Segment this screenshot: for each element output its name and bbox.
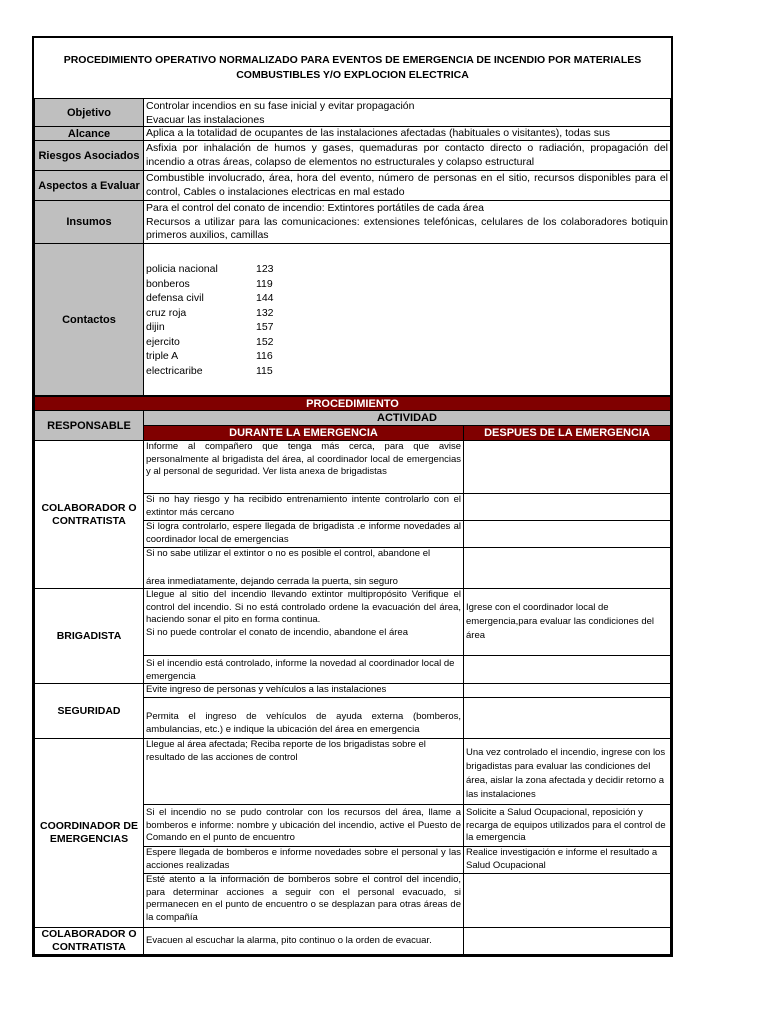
role-seguridad: SEGURIDAD — [34, 683, 144, 739]
contact-number: 152 — [256, 335, 274, 348]
durante-cell: Evacuen al escuchar la alarma, pito continuo o la orden de evacuar. — [143, 927, 464, 955]
durante-line: Llegue al sitio del incendio llevando extintor multipropósito Verifique el control del incendio. Si no está controlado ordene la evacuación del área, haciendo sonar el pito en forma continua. — [146, 589, 461, 625]
durante-cell: Si logra controlarlo, espere llegada de brigadista .e informe novedades al coordinador local de emergencias — [143, 520, 464, 548]
despues-header: DESPUES DE LA EMERGENCIA — [463, 425, 671, 441]
objetivo-line: Controlar incendios en su fase inicial y evitar propagación — [146, 100, 415, 112]
contactos-label: Contactos — [34, 243, 144, 396]
insumos-label: Insumos — [34, 200, 144, 244]
contact-name: bonberos — [146, 277, 190, 290]
role-coordinador: COORDINADOR DE EMERGENCIAS — [34, 738, 144, 928]
durante-line: área inmediatamente, dejando cerrada la puerta, sin seguro — [146, 575, 398, 587]
durante-cell: Si el incendio está controlado, informe la novedad al coordinador local de emergencia — [143, 655, 464, 684]
contact-row — [146, 291, 668, 306]
contact-name: triple A — [146, 350, 179, 362]
objetivo-value — [143, 98, 671, 127]
role-colaborador-final: COLABORADOR O CONTRATISTA — [34, 927, 144, 955]
riesgos-label: Riesgos Asociados — [34, 140, 144, 171]
despues-cell: Una vez controlado el incendio, ingrese con los brigadistas para evaluar las condiciones del área, aislar la zona afectada y decidir retorno a las instalaciones — [463, 738, 671, 805]
contact-row — [146, 320, 668, 335]
despues-cell — [463, 520, 671, 548]
contact-name: cruz roja — [146, 306, 187, 319]
contact-name: defensa civil — [146, 292, 204, 304]
durante-cell: Permita el ingreso de vehículos de ayuda externa (bomberos, ambulancias, etc.) e indique la ubicación del área en emergencia — [143, 697, 464, 739]
contact-row — [146, 277, 668, 292]
durante-cell — [143, 588, 464, 656]
despues-cell — [463, 547, 671, 589]
despues-cell — [463, 683, 671, 698]
alcance-label: Alcance — [34, 126, 144, 141]
objetivo-line: Evacuar las instalaciones — [146, 113, 265, 126]
contact-name: dijin — [146, 321, 165, 333]
document-title: PROCEDIMIENTO OPERATIVO NORMALIZADO PARA EVENTOS DE EMERGENCIA DE INCENDIO POR MATERIALES COMBUSTIBLES Y/O EXPLOCION ELECTRICA — [63, 54, 642, 81]
responsable-header: RESPONSABLE — [34, 410, 144, 441]
durante-cell: Si no hay riesgo y ha recibido entrenamiento intente controlarlo con el extintor más cercano — [143, 493, 464, 521]
despues-cell — [463, 873, 671, 928]
contactos-list — [143, 243, 671, 396]
contact-row — [146, 349, 668, 364]
durante-header: DURANTE LA EMERGENCIA — [143, 425, 464, 441]
contact-number: 123 — [256, 263, 274, 275]
insumos-line: Recursos a utilizar para las comunicaciones: extensiones telefónicas, celulares de los colaboradores botiquin primeros auxilios, camillas — [146, 215, 668, 241]
contact-row — [146, 262, 668, 277]
contact-number: 116 — [256, 350, 273, 362]
role-brigadista: BRIGADISTA — [34, 588, 144, 684]
durante-cell: Informe al compañero que tenga más cerca, para que avise personalmente al brigadista del área, al coordinador local de emergencias y al personal de seguridad. Ver lista anexa de brigadistas — [143, 440, 464, 494]
contact-number: 132 — [256, 306, 274, 319]
despues-cell: Realice investigación e informe el resultado a Salud Ocupacional — [463, 846, 671, 874]
insumos-line: Para el control del conato de incendio: Extintores portátiles de cada área — [146, 202, 484, 214]
contact-number: 144 — [256, 292, 274, 304]
contact-name: electricaribe — [146, 364, 203, 377]
contact-row — [146, 335, 668, 350]
procedimiento-header: PROCEDIMIENTO — [34, 396, 671, 411]
aspectos-value: Combustible involucrado, área, hora del evento, número de personas en el sitio, recursos disponibles para el control, Cables o instalaciones electricas en mal estado — [143, 170, 671, 201]
despues-cell: Igrese con el coordinador local de emergencia,para evaluar las condiciones del área — [463, 588, 671, 656]
despues-cell — [463, 927, 671, 955]
despues-cell: Solicite a Salud Ocupacional, reposición y recarga de equipos utilizados para el control de la emergencia — [463, 804, 671, 847]
aspectos-label: Aspectos a Evaluar — [34, 170, 144, 201]
contact-row — [146, 364, 668, 379]
procedure-document — [32, 36, 673, 957]
durante-cell: Esté atento a la información de bomberos sobre el control del incendio, para determinar acciones a seguir con el personal evacuado, si permanecen en el punto de encuentro o se desplazan para otras áreas de la compañía — [143, 873, 464, 928]
durante-cell: Evite ingreso de personas y vehículos a las instalaciones — [143, 683, 464, 698]
contact-name: ejercito — [146, 335, 180, 348]
despues-cell — [463, 655, 671, 684]
objetivo-label: Objetivo — [34, 98, 144, 127]
durante-cell — [143, 547, 464, 589]
riesgos-value: Asfixia por inhalación de humos y gases, quemaduras por contacto directo o radiación, propagación del incendio a otras áreas, colapso de elementos no estructurales y colapso estructural — [143, 140, 671, 171]
durante-cell: Llegue al área afectada; Reciba reporte de los brigadistas sobre el resultado de las acciones de control — [143, 738, 464, 805]
despues-cell — [463, 440, 671, 494]
actividad-header: ACTIVIDAD — [143, 410, 671, 426]
contact-row — [146, 306, 668, 321]
durante-line: Si no sabe utilizar el extintor o no es posible el control, abandone el — [146, 548, 431, 559]
despues-cell — [463, 697, 671, 739]
alcance-value: Aplica a la totalidad de ocupantes de las instalaciones afectadas (habituales o visitantes), todas sus — [143, 126, 671, 141]
role-colaborador: COLABORADOR O CONTRATISTA — [34, 440, 144, 589]
durante-cell: Si el incendio no se pudo controlar con los recursos del área, llame a bomberos e informe: nombre y ubicación del incendio, active el Puesto de Comando en el punto de encuentro — [143, 804, 464, 847]
durante-cell: Espere llegada de bomberos e informe novedades sobre el personal y las acciones realizadas — [143, 846, 464, 874]
contact-number: 157 — [256, 321, 274, 333]
despues-cell — [463, 493, 671, 521]
durante-line: Si no puede controlar el conato de incendio, abandone el área — [146, 626, 408, 638]
contact-number: 119 — [256, 277, 273, 290]
contact-number: 115 — [256, 364, 273, 377]
insumos-value — [143, 200, 671, 244]
contact-name: policia nacional — [146, 263, 218, 275]
